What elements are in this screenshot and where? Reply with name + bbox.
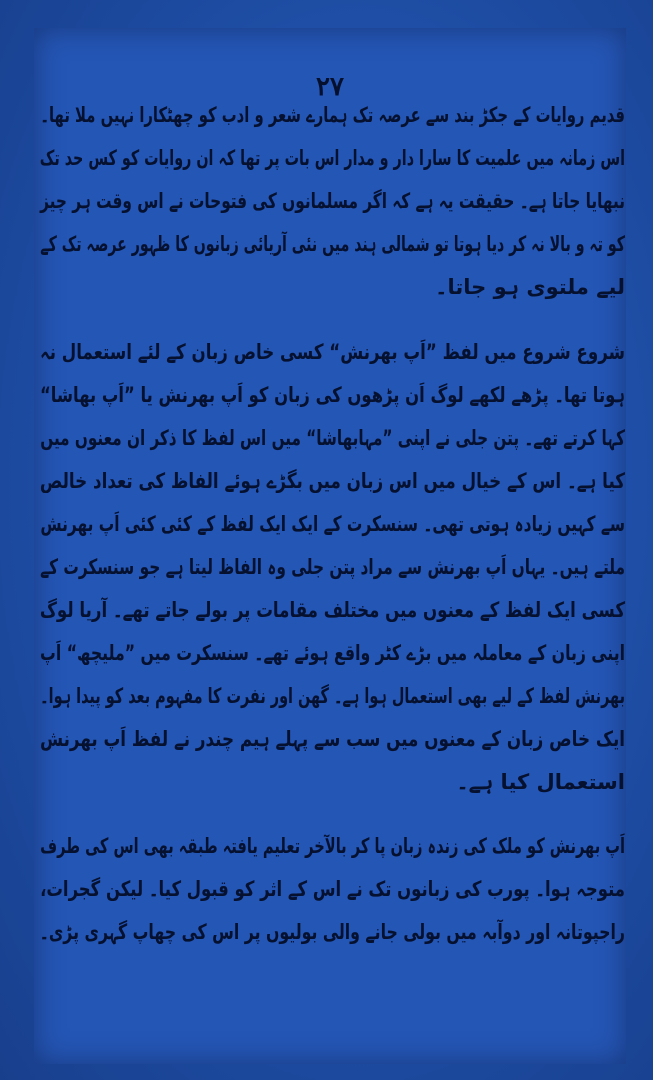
text-line: شروع شروع میں لفظ ”اَپ بھرنش“ کسی خاص زبان کے لئے استعمال نہ xyxy=(39,340,625,364)
text-line: راجپوتانہ اور دوآبہ میں بولی جانے والی بولیوں پر اس کی چھاپ گہری پڑی۔ xyxy=(39,920,625,944)
text-line: ملتے ہیں۔ یہاں اَپ بھرنش سے مراد پتن جلی وہ الفاظ لیتا ہے جو سنسکرت کے xyxy=(40,555,625,579)
text-line: ایک خاص زبان کے معنوں میں سب سے پہلے ہیم چندر نے لفظ اَپ بھرنش xyxy=(39,727,625,751)
text-line: کیا ہے۔ اس کے خیال میں اس زبان میں بگڑے ہوئے الفاظ کی تعداد خالص xyxy=(39,469,625,493)
text-line: قدیم روایات کے جکڑ بند سے عرصہ تک ہمارے شعر و ادب کو چھٹکارا نہیں ملا تھا۔ xyxy=(40,103,625,127)
text-line: لیے ملتوی ہو جاتا۔ xyxy=(435,275,625,299)
text-line: کسی ایک لفظ کے معنوں میں مختلف مقامات پر بولے جاتے تھے۔ آریا لوگ xyxy=(39,598,625,622)
text-line: اپنی زبان کے معاملہ میں بڑے کٹر واقع ہوئے تھے۔ سنسکرت میں ”ملیچھ“ اَپ xyxy=(40,641,625,665)
text-line: کہا کرتے تھے۔ پتن جلی نے اپنی ”مہابھاشا“ میں اس لفظ کا ذکر ان معنوں میں xyxy=(40,426,625,450)
text-line: استعمال کیا ہے۔ xyxy=(456,770,625,794)
text-line: کو تہ و بالا نہ کر دیا ہوتا تو شمالی ہند میں نئی آریائی زبانوں کا ظہور عرصہ تک کے xyxy=(40,232,625,256)
text-line: اَپ بھرنش کو ملک کی زندہ زبان پا کر بالآخر تعلیم یافتہ طبقہ بھی اس کی طرف xyxy=(40,834,625,858)
text-line: بھرنش لفظ کے لیے بھی استعمال ہوا ہے۔ گھن اور نفرت کا مفہوم بعد کو پیدا ہوا۔ xyxy=(40,684,625,708)
text-line: نبھایا جاتا ہے۔ حقیقت یہ ہے کہ اگر مسلمانوں کی فتوحات نے اس وقت ہر چیز xyxy=(40,189,626,213)
page-number: ۲۷ xyxy=(316,72,344,102)
text-line: اس زمانہ میں علمیت کا سارا دار و مدار اس بات پر تھا کہ ان روایات کو کس حد تک xyxy=(39,146,625,170)
text-line: ہوتا تھا۔ پڑھے لکھے لوگ اَن پڑھوں کی زبان کو اَپ بھرنش یا ”اَپ بھاشا“ xyxy=(39,383,626,407)
text-line: متوجہ ہوا۔ پورب کی زبانوں تک نے اس کے اثر کو قبول کیا۔ لیکن گجرات، xyxy=(40,877,626,901)
text-line: سے کہیں زیادہ ہوتی تھی۔ سنسکرت کے ایک ایک لفظ کے کئی کئی اَپ بھرنش xyxy=(40,512,626,536)
